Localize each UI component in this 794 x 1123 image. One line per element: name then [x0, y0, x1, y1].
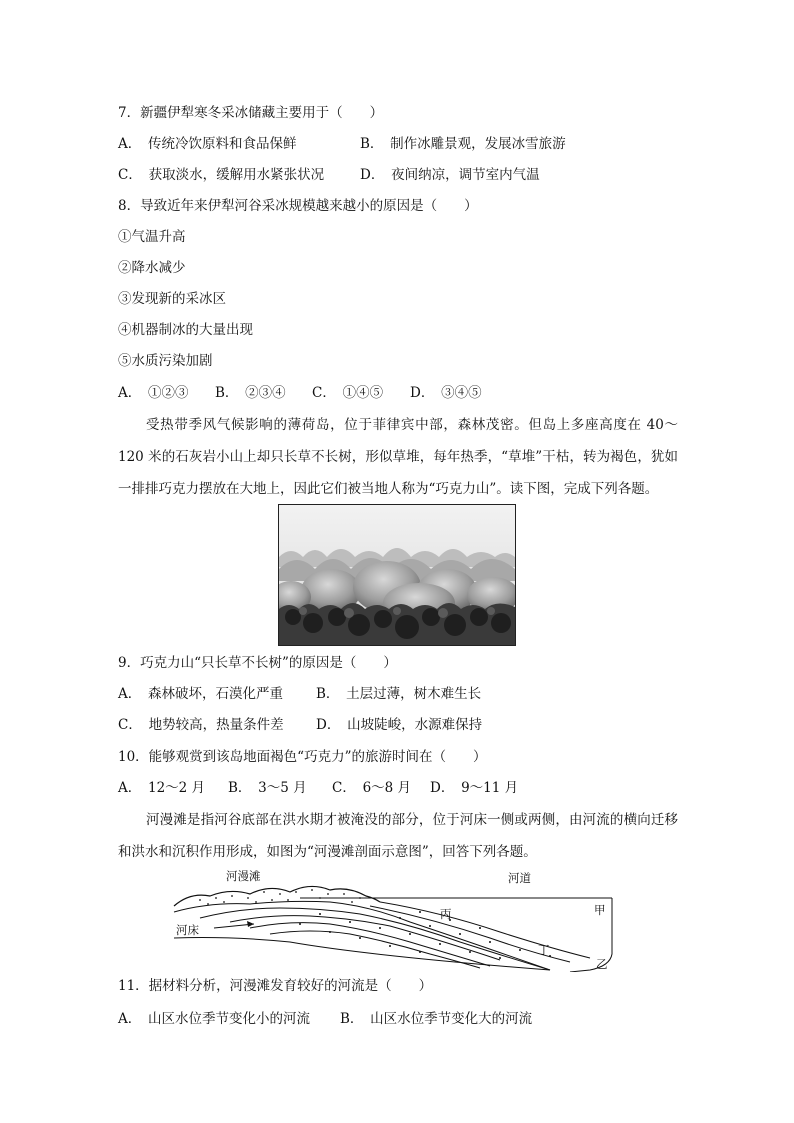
label-ding: 丁: [538, 943, 550, 957]
q8-item-3: ③发现新的采冰区: [118, 291, 226, 307]
q9-option-a: A． 森林破坏，石漠化严重: [118, 686, 283, 702]
label-channel: 河道: [508, 871, 531, 885]
q10-option-b: B． 3～5 月: [228, 780, 307, 796]
q10-stem: 10．能够观赏到该岛地面褐色“巧克力”的旅游时间在（ ）: [118, 749, 487, 765]
riverbed-arrow-head: [247, 921, 254, 927]
q9-option-c: C． 地势较高，热量条件差: [118, 717, 284, 733]
label-yi: 乙: [596, 957, 608, 971]
q8-option-b: B． ②③④: [215, 385, 286, 401]
q8-item-1: ①气温升高: [118, 229, 186, 245]
q8-option-a: A． ①②③: [118, 385, 189, 401]
q8-option-c: C． ①④⑤: [312, 385, 384, 401]
q8-item-4: ④机器制冰的大量出现: [118, 322, 253, 338]
q11-stem: 11．据材料分析，河漫滩发育较好的河流是（ ）: [118, 978, 433, 994]
q7-option-b: B． 制作冰雕景观，发展冰雪旅游: [360, 136, 566, 152]
chocolate-hills-illustration: [279, 505, 515, 645]
q7-option-c: C． 获取淡水，缓解用水紧张状况: [118, 167, 325, 183]
q10-option-c: C． 6～8 月: [332, 780, 412, 796]
q8-item-5: ⑤水质污染加剧: [118, 353, 213, 369]
label-floodplain: 河漫滩: [226, 869, 261, 883]
q10-option-d: D． 9～11 月: [430, 780, 519, 796]
q7-option-a: A． 传统冷饮原料和食品保鲜: [118, 136, 297, 152]
passage-chocolate-hills: 受热带季风气候影响的薄荷岛，位于菲律宾中部，森林茂密。但岛上多座高度在 40～120 米的石灰岩小山上却只长草不长树，形似草堆，每年热季，“草堆”干枯，转为褐色，犹如一排排巧克力摆放在大地上，因此它们被当地人称为“巧克力山”。读下图，完成下列各题。: [118, 417, 678, 497]
q8-item-2: ②降水减少: [118, 260, 186, 276]
q9-option-b: B． 土层过薄，树木难生长: [316, 686, 482, 702]
q9-stem: 9．巧克力山“只长草不长树”的原因是（ ）: [118, 655, 397, 671]
q7-option-d: D． 夜间纳凉，调节室内气温: [360, 167, 540, 183]
q11-option-a: A． 山区水位季节变化小的河流: [118, 1011, 310, 1027]
floodplain-surface: [174, 886, 380, 906]
q9-option-d: D． 山坡陡峻，水源难保持: [316, 717, 483, 733]
floodplain-profile-diagram: [170, 862, 620, 972]
chocolate-hills-photo: [278, 504, 516, 646]
label-bing: 丙: [440, 907, 452, 921]
label-jia: 甲: [594, 903, 606, 917]
q7-stem: 7．新疆伊犁寒冬采冰储藏主要用于（ ）: [118, 105, 384, 121]
q11-option-b: B． 山区水位季节变化大的河流: [340, 1011, 533, 1027]
label-riverbed: 河床: [176, 923, 199, 937]
passage-floodplain: 河漫滩是指河谷底部在洪水期才被淹没的部分，位于河床一侧或两侧，由河流的横向迁移和洪水和沉积作用形成，如图为“河漫滩剖面示意图”，回答下列各题。: [118, 812, 678, 860]
q8-option-d: D． ③④⑤: [410, 385, 482, 401]
q8-stem: 8．导致近年来伊犁河谷采冰规模越来越小的原因是（ ）: [118, 198, 478, 214]
q10-option-a: A． 12～2 月: [118, 780, 206, 796]
